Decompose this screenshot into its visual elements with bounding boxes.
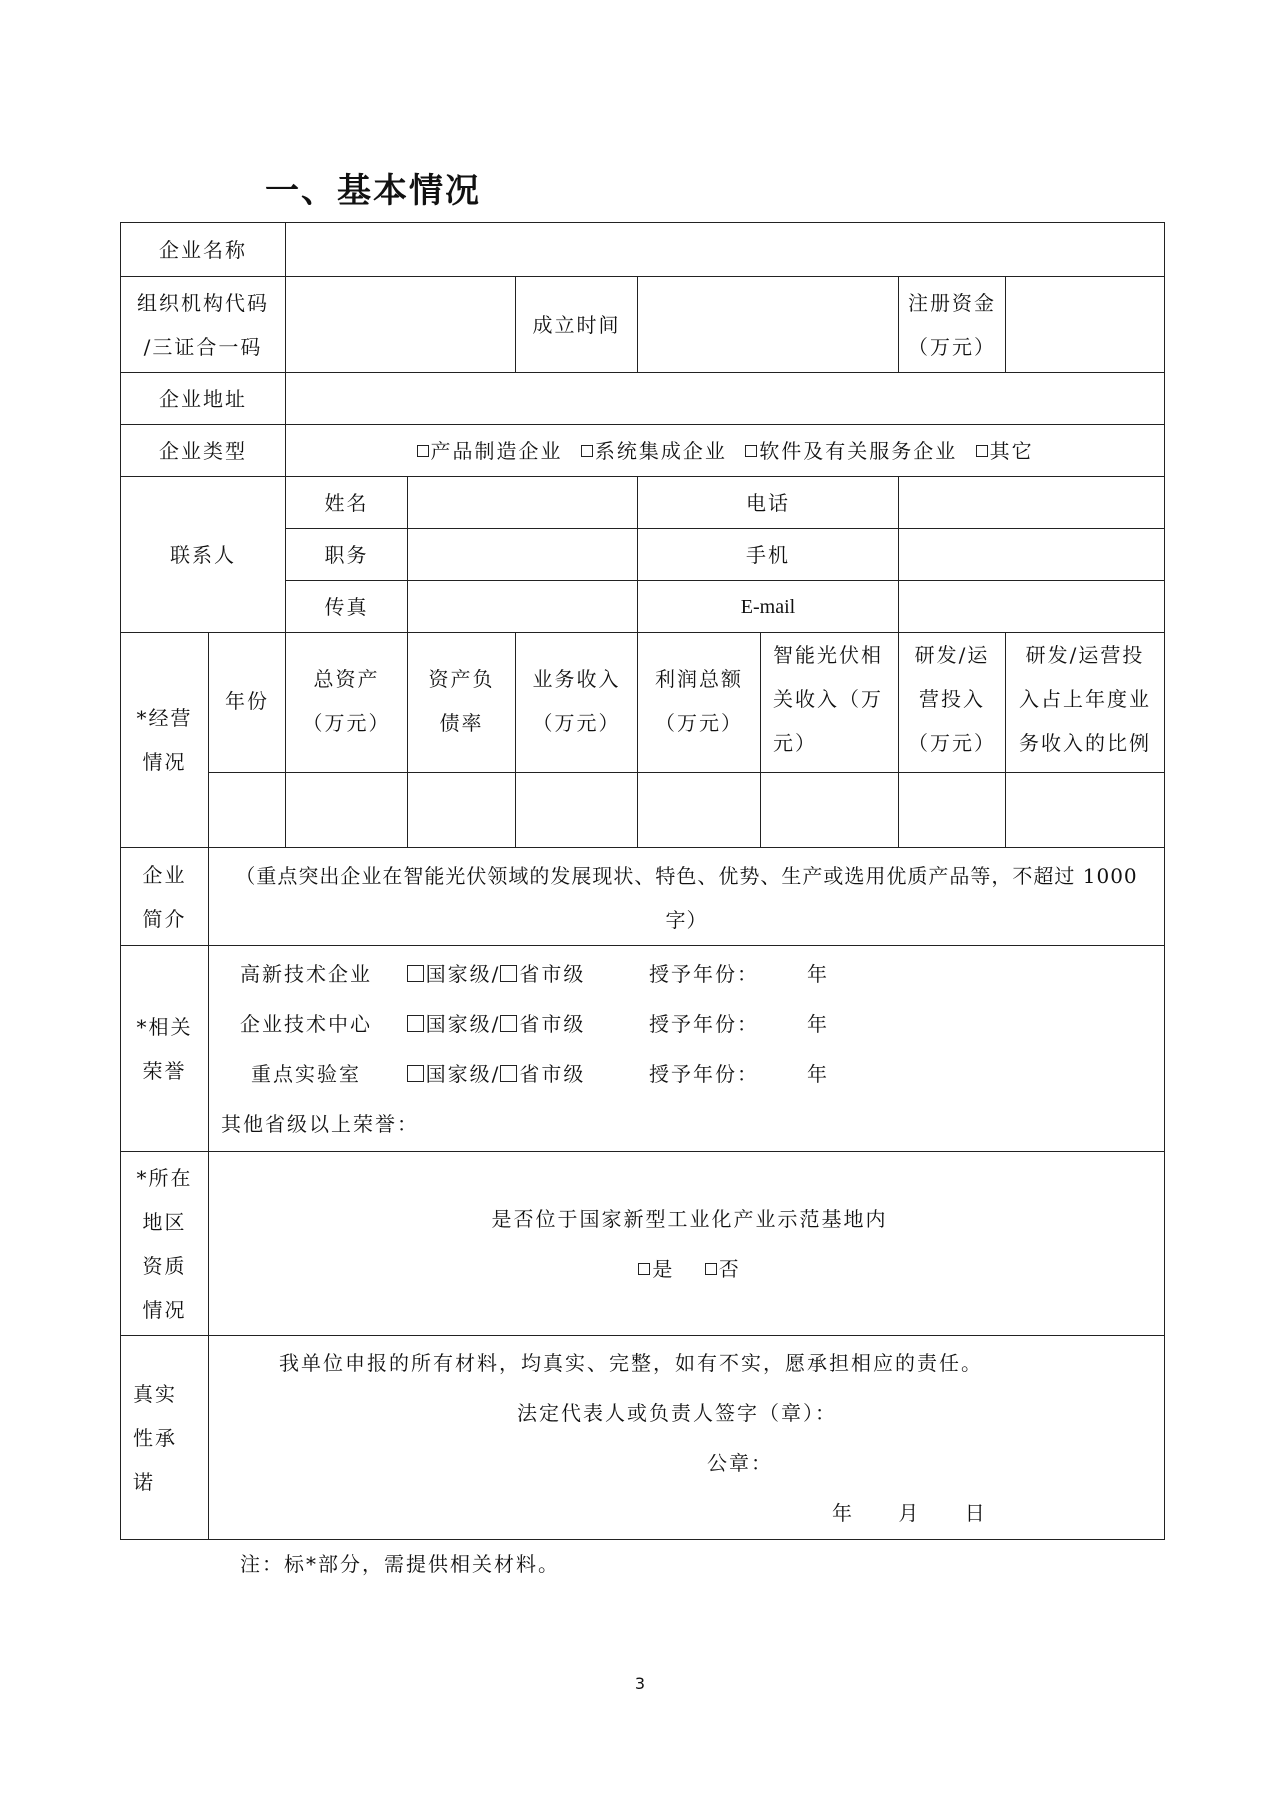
ops-header-total-profit: [638, 633, 761, 773]
honors-label-line1: *相关: [136, 1014, 193, 1039]
ops-header-line: （万元）: [655, 711, 743, 735]
pledge-label-line2: 性承: [133, 1425, 177, 1450]
region-option-label: 是: [652, 1256, 675, 1281]
region-option-no[interactable]: [705, 1257, 741, 1281]
type-option-label: 软件及有关服务企业: [759, 438, 958, 463]
org-code-row: [121, 277, 1165, 373]
operations-data-row: [121, 773, 1165, 848]
ops-header-line: 年份: [225, 689, 269, 713]
ops-header-line: 资产负: [428, 667, 495, 691]
honors-label: [121, 946, 209, 1152]
ops-header-line: （万元）: [532, 711, 621, 735]
checkbox-icon: [745, 445, 757, 457]
pledge-day: 日: [964, 1500, 987, 1525]
checkbox-icon[interactable]: [407, 965, 424, 982]
footnote: 注：标*部分，需提供相关材料。: [240, 1552, 560, 1576]
honor-other-label: 其他省级以上荣誉：: [221, 1111, 419, 1136]
established-label: 成立时间: [516, 277, 638, 373]
intro-row: [121, 848, 1165, 946]
honor-year-label: 授予年份：: [649, 1011, 759, 1036]
intro-label-line2: 简介: [142, 906, 187, 931]
type-option-other[interactable]: [976, 439, 1034, 463]
checkbox-icon: [638, 1263, 650, 1275]
contact-position-label: 职务: [286, 529, 408, 581]
honors-label-line2: 荣誉: [142, 1058, 187, 1083]
contact-phone-field[interactable]: [899, 477, 1165, 529]
honor-level: [391, 1049, 601, 1099]
ops-rd-ratio-field[interactable]: [1006, 773, 1165, 848]
checkbox-icon: [417, 445, 429, 457]
contact-mobile-field[interactable]: [899, 529, 1165, 581]
contact-label: 联系人: [121, 477, 286, 633]
ops-header-line: 入占上年度业: [1019, 687, 1152, 711]
org-code-field[interactable]: [286, 277, 516, 373]
page-number: 3: [634, 1674, 646, 1693]
pledge-year: 年: [832, 1500, 854, 1525]
checkbox-icon[interactable]: [407, 1015, 424, 1032]
checkbox-icon: [976, 445, 988, 457]
honor-item-high-tech: [221, 949, 1158, 999]
contact-position-field[interactable]: [408, 529, 638, 581]
contact-mobile-label: 手机: [638, 529, 899, 581]
ops-header-line: 研发/运: [914, 643, 990, 667]
type-option-software[interactable]: [745, 439, 957, 463]
region-label: [121, 1152, 209, 1336]
contact-row-name: [121, 477, 1165, 529]
honor-level-national: 国家级/: [425, 961, 501, 986]
ops-business-income-field[interactable]: [516, 773, 638, 848]
org-code-label: [121, 277, 286, 373]
region-row: [121, 1152, 1165, 1336]
contact-name-label: 姓名: [286, 477, 408, 529]
pledge-label: [121, 1336, 209, 1540]
honor-name: 企业技术中心: [240, 1011, 372, 1036]
pledge-month: 月: [898, 1500, 921, 1525]
honor-level-provincial: 省市级: [519, 961, 586, 986]
region-question: 是否位于国家新型工业化产业示范基地内: [491, 1206, 888, 1231]
ops-header-line: 业务收入: [532, 667, 621, 691]
ops-header-line: 利润总额: [655, 667, 743, 691]
type-option-integration[interactable]: [581, 439, 727, 463]
ops-total-profit-field[interactable]: [638, 773, 761, 848]
honor-item-tech-center: [221, 999, 1158, 1049]
honor-name: 重点实验室: [251, 1061, 361, 1086]
contact-fax-label: 传真: [286, 581, 408, 633]
honor-level-national: 国家级/: [425, 1011, 501, 1036]
region-options: [221, 1244, 1158, 1294]
ops-header-pv-income: [761, 633, 899, 773]
company-type-options: [286, 425, 1165, 477]
checkbox-icon: [705, 1263, 717, 1275]
ops-header-rd-investment: [899, 633, 1006, 773]
region-option-yes[interactable]: [638, 1257, 674, 1281]
page-title: 一、基本情况: [265, 171, 481, 211]
pledge-date[interactable]: [209, 1488, 1164, 1538]
intro-hint: （重点突出企业在智能光伏领域的发展现状、特色、优势、生产或选用优质产品等，不超过 1000 字）: [235, 863, 1138, 932]
honor-other: [221, 1099, 1158, 1149]
pledge-label-line3: 诺: [133, 1469, 155, 1494]
ops-header-line: 研发/运营投: [1025, 643, 1145, 667]
honor-level: [391, 949, 601, 999]
company-name-label: 企业名称: [121, 223, 286, 277]
ops-header-line: （万元）: [908, 731, 996, 755]
pledge-field: [209, 1336, 1165, 1540]
contact-fax-field[interactable]: [408, 581, 638, 633]
contact-name-field[interactable]: [408, 477, 638, 529]
ops-header-line: 营投入: [919, 687, 985, 711]
checkbox-icon[interactable]: [500, 965, 517, 982]
pledge-signature[interactable]: 法定代表人或负责人签字（章）：: [517, 1400, 837, 1425]
pledge-statement: 我单位申报的所有材料，均真实、完整，如有不实，愿承担相应的责任。: [279, 1350, 983, 1375]
type-option-label: 其它: [989, 438, 1034, 463]
checkbox-icon[interactable]: [500, 1065, 517, 1082]
address-row: [121, 373, 1165, 425]
checkbox-icon: [581, 445, 593, 457]
address-field[interactable]: [286, 373, 1165, 425]
checkbox-icon[interactable]: [500, 1015, 517, 1032]
ops-year-field[interactable]: [209, 773, 286, 848]
ops-header-line: 总资产: [313, 667, 380, 691]
checkbox-icon[interactable]: [407, 1065, 424, 1082]
operations-label-line2: 情况: [142, 750, 187, 774]
reg-capital-label-line2: （万元）: [908, 334, 996, 359]
reg-capital-label-line1: 注册资金: [908, 290, 996, 315]
org-code-label-line2: /三证合一码: [143, 334, 263, 359]
basic-info-form: [120, 222, 1165, 1540]
pledge-row: [121, 1336, 1165, 1540]
honor-year-label: 授予年份：: [649, 1061, 759, 1086]
reg-capital-field[interactable]: [1006, 277, 1165, 373]
intro-field[interactable]: [209, 848, 1165, 946]
ops-pv-income-field[interactable]: [761, 773, 899, 848]
honor-level: [391, 999, 601, 1049]
ops-header-line: 务收入的比例: [1019, 731, 1152, 755]
ops-header-debt-ratio: [408, 633, 516, 773]
type-option-label: 产品制造企业: [430, 438, 563, 463]
honor-level-national: 国家级/: [425, 1061, 501, 1086]
honor-year-unit: 年: [807, 1011, 829, 1036]
company-name-field[interactable]: [286, 223, 1165, 277]
honors-field: [209, 946, 1165, 1152]
pledge-label-line1: 真实: [133, 1381, 177, 1406]
established-field[interactable]: [638, 277, 899, 373]
company-name-row: [121, 223, 1165, 277]
type-option-manufacturing[interactable]: [417, 439, 563, 463]
reg-capital-label: [899, 277, 1006, 373]
ops-header-rd-ratio: [1006, 633, 1165, 773]
company-type-label: 企业类型: [121, 425, 286, 477]
pledge-seal[interactable]: 公章：: [707, 1450, 773, 1475]
ops-header-line: 元）: [773, 731, 817, 755]
contact-phone-label: 电话: [638, 477, 899, 529]
operations-label: [121, 633, 209, 848]
ops-total-assets-field[interactable]: [286, 773, 408, 848]
honor-year-unit: 年: [807, 1061, 829, 1086]
region-field: [209, 1152, 1165, 1336]
operations-label-line1: *经营: [136, 706, 193, 730]
honor-year-label: 授予年份：: [649, 961, 759, 986]
honor-item-key-lab: [221, 1049, 1158, 1099]
honor-level-provincial: 省市级: [519, 1061, 586, 1086]
ops-header-total-assets: [286, 633, 408, 773]
honors-row: [121, 946, 1165, 1152]
address-label: 企业地址: [121, 373, 286, 425]
region-label-line3: 资质: [142, 1253, 187, 1278]
ops-header-line: 债率: [439, 711, 484, 735]
region-label-line4: 情况: [142, 1297, 187, 1322]
ops-header-business-income: [516, 633, 638, 773]
ops-debt-ratio-field[interactable]: [408, 773, 516, 848]
honor-level-provincial: 省市级: [519, 1011, 586, 1036]
contact-email-label: E-mail: [638, 581, 899, 633]
intro-label: [121, 848, 209, 946]
region-label-line1: *所在: [136, 1165, 193, 1190]
operations-header-row: [121, 633, 1165, 773]
ops-rd-investment-field[interactable]: [899, 773, 1006, 848]
honor-year-unit: 年: [807, 961, 829, 986]
ops-header-line: 智能光伏相: [773, 643, 883, 667]
contact-email-field[interactable]: [899, 581, 1165, 633]
honor-name: 高新技术企业: [240, 961, 372, 986]
region-option-label: 否: [718, 1256, 741, 1281]
type-option-label: 系统集成企业: [594, 438, 727, 463]
company-type-row: [121, 425, 1165, 477]
org-code-label-line1: 组织机构代码: [137, 290, 269, 315]
ops-header-line: （万元）: [302, 711, 391, 735]
ops-header-line: 关收入（万: [773, 687, 883, 711]
intro-label-line1: 企业: [142, 862, 187, 887]
region-label-line2: 地区: [142, 1209, 187, 1234]
ops-header-year: [209, 633, 286, 773]
